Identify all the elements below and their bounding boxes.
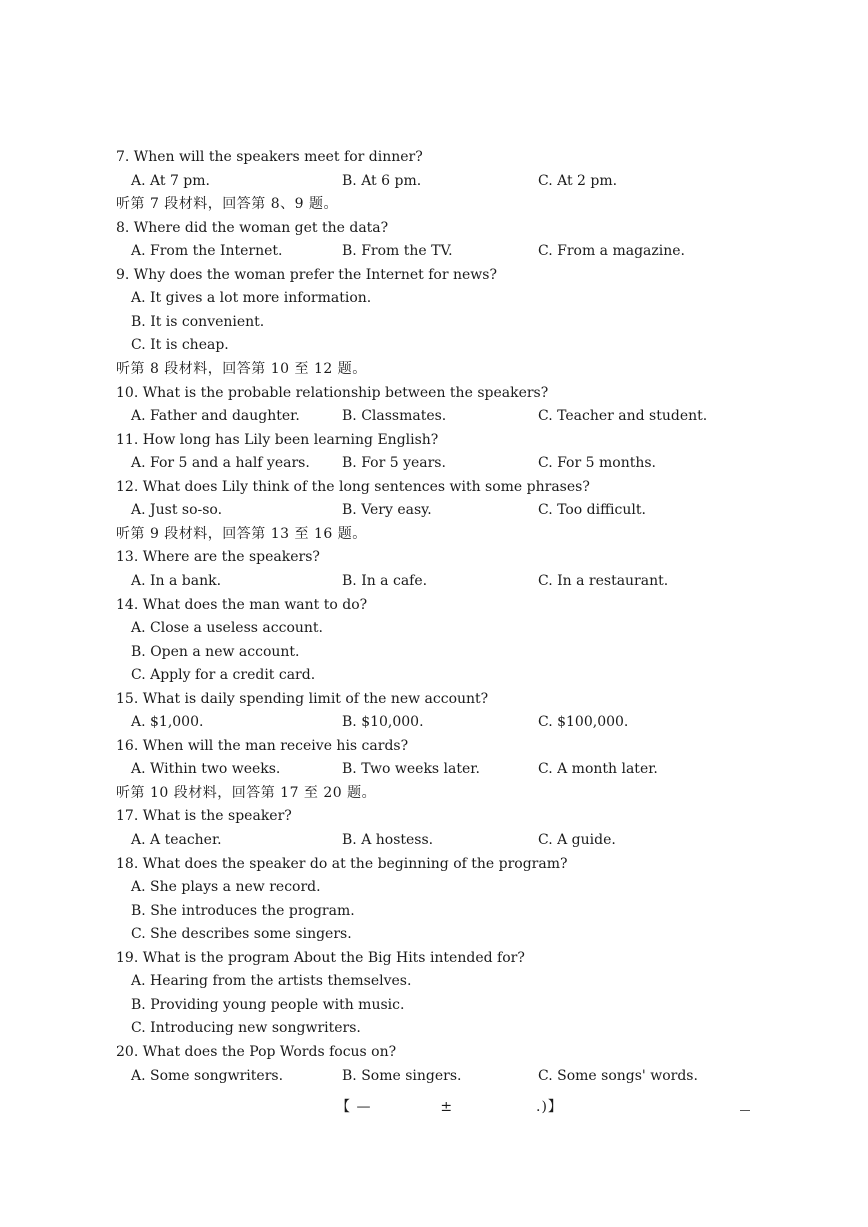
question-stem: 13. Where are the speakers? [116,549,320,566]
option-c: C. From a magazine. [538,243,686,260]
section-heading: 听第 9 段材料，回答第 13 至 16 题。 [116,525,367,542]
option-a: A. At 7 pm. [131,172,210,189]
option-c: C. A guide. [538,832,616,848]
section-heading: 听第 7 段材料，回答第 8、9 题。 [116,196,339,213]
question-stem: 18. What does the speaker do at the beginning of the program? [116,855,568,872]
option-a: A. She plays a new record. [131,879,321,896]
option-c: C. In a restaurant. [538,572,669,589]
question-stem: 7. When will the speakers meet for dinner? [116,149,423,165]
footer-dash: — [356,1099,372,1115]
option-row [0,570,868,593]
option-c: C. $100,000. [538,714,629,731]
option-c: C. At 2 pm. [538,172,618,189]
option-b: B. A hostess. [342,832,434,848]
question-stem: 19. What is the program About the Big Hits intended for? [116,949,525,966]
option-c: C. Introducing new songwriters. [131,1020,361,1037]
option-row [0,170,868,193]
option-row [0,711,868,734]
option-c: C. Apply for a credit card. [131,667,316,684]
option-a: A. It gives a lot more information. [131,290,372,307]
option-a: A. In a bank. [131,572,222,589]
option-b: B. In a cafe. [342,572,428,589]
question-stem: 10. What is the probable relationship between the speakers? [116,384,549,401]
question-stem: 9. Why does the woman prefer the Internet for news? [116,266,497,283]
page-footer [336,1096,563,1119]
option-row [0,1065,868,1088]
question-stem: 8. Where did the woman get the data? [116,219,389,236]
option-b: B. Very easy. [342,502,432,519]
option-row [0,405,868,428]
question-stem: 17. What is the speaker? [116,808,292,825]
option-row [0,452,868,475]
option-b: B. Some singers. [342,1067,462,1084]
section-heading: 听第 10 段材料，回答第 17 至 20 题。 [116,784,377,801]
section-heading: 听第 8 段材料，回答第 10 至 12 题。 [116,361,367,377]
option-a: A. Within two weeks. [131,761,281,778]
option-row [0,758,868,781]
option-row [0,499,868,522]
question-stem: 14. What does the man want to do? [116,596,368,613]
option-a: A. For 5 and a half years. [131,455,310,472]
option-b: B. Providing young people with music. [131,996,405,1013]
option-c: C. A month later. [538,761,658,778]
question-stem: 16. When will the man receive his cards? [116,737,409,754]
option-b: B. For 5 years. [342,455,446,472]
option-c: C. For 5 months. [538,455,656,472]
option-a: A. Hearing from the artists themselves. [131,973,412,990]
question-stem: 11. How long has Lily been learning English? [116,431,439,448]
option-a: A. Some songwriters. [131,1067,284,1084]
option-c: C. It is cheap. [131,337,229,354]
question-stem: 12. What does Lily think of the long sentences with some phrases? [116,478,590,495]
question-stem: 15. What is daily spending limit of the new account? [116,690,489,707]
option-a: A. $1,000. [131,714,204,731]
question-stem: 20. What does the Pop Words focus on? [116,1043,397,1060]
option-b: B. It is convenient. [131,313,265,330]
option-b: B. $10,000. [342,714,424,731]
corner-mark [740,1110,750,1111]
footer-mid-mark: ± [440,1099,454,1115]
option-c: C. Too difficult. [538,502,646,519]
option-b: B. Two weeks later. [342,761,480,778]
option-b: B. She introduces the program. [131,902,355,919]
option-a: A. Father and daughter. [131,408,300,425]
option-a: A. A teacher. [131,832,222,848]
option-b: B. Open a new account. [131,643,300,660]
option-row [0,240,868,263]
footer-right-part: .)】 [536,1099,563,1115]
option-b: B. At 6 pm. [342,172,422,189]
option-a: A. Just so-so. [131,502,223,519]
option-c: C. Some songs' words. [538,1067,698,1084]
option-c: C. Teacher and student. [538,408,708,425]
option-b: B. Classmates. [342,408,447,425]
footer-left-bracket: 【 [336,1099,351,1115]
option-a: A. From the Internet. [131,243,283,260]
option-row [0,829,868,852]
option-c: C. She describes some singers. [131,926,352,943]
option-a: A. Close a useless account. [131,620,323,636]
option-b: B. From the TV. [342,243,453,260]
